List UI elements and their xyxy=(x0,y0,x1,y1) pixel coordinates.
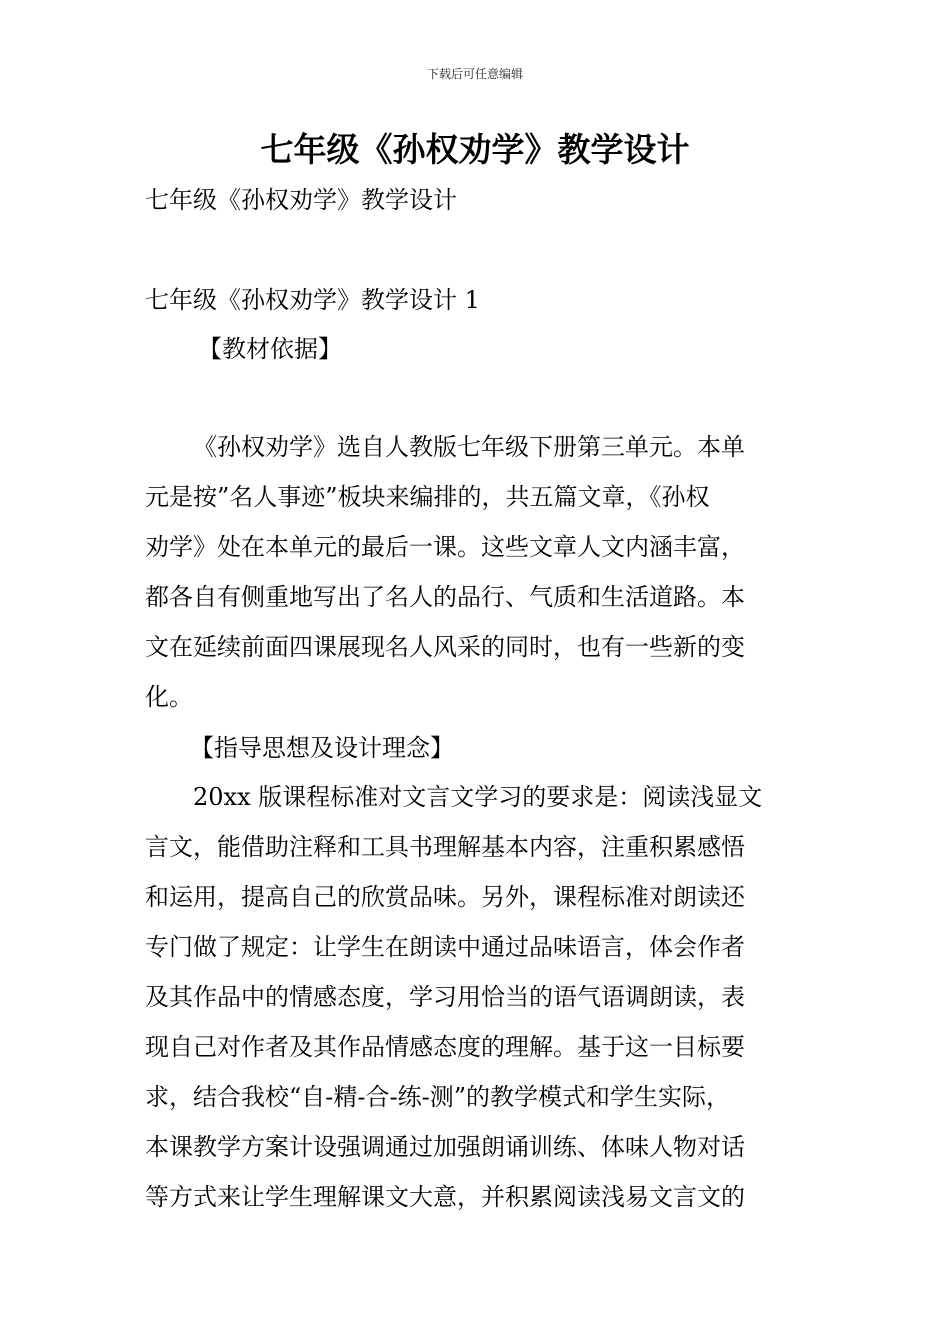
paragraph-guiding-ideas xyxy=(145,772,810,1222)
document-title: 七年级《孙权劝学》教学设计 xyxy=(260,130,690,169)
paragraph-line: 本课教学方案计设强调通过加强朗诵训练、体味人物对话 xyxy=(145,1133,745,1161)
paragraph-line: 言文，能借助注释和工具书理解基本内容，注重积累感悟 xyxy=(145,833,745,861)
paragraph-line: 文在延续前面四课展现名人风采的同时，也有一些新的变 xyxy=(145,633,745,661)
paragraph-line: 20xx 版课程标准对文言文学习的要求是：阅读浅显文 xyxy=(193,783,763,811)
paragraph-line: 现自己对作者及其作品情感态度的理解。基于这一目标要 xyxy=(145,1033,745,1061)
paragraph-teaching-material xyxy=(145,422,810,722)
paragraph-line: 都各自有侧重地写出了名人的品行、气质和生活道路。本 xyxy=(145,583,745,611)
paragraph-line: 和运用，提高自己的欣赏品味。另外，课程标准对朗读还 xyxy=(145,883,745,911)
heading-teaching-material-basis: 【教材依据】 xyxy=(198,335,342,363)
paragraph-line: 劝学》处在本单元的最后一课。这些文章人文内涵丰富， xyxy=(145,533,745,561)
section-title: 七年级《孙权劝学》教学设计 1 xyxy=(145,286,480,314)
document-subtitle: 七年级《孙权劝学》教学设计 xyxy=(145,186,457,214)
paragraph-line: 及其作品中的情感态度，学习用恰当的语气语调朗读，表 xyxy=(145,983,745,1011)
paragraph-line: 等方式来让学生理解课文大意，并积累阅读浅易文言文的 xyxy=(145,1183,745,1211)
paragraph-line: 专门做了规定：让学生在朗读中通过品味语言，体会作者 xyxy=(145,933,745,961)
paragraph-line: 求，结合我校“自-精-合-练-测”的教学模式和学生实际， xyxy=(145,1083,730,1111)
heading-guiding-ideas: 【指导思想及设计理念】 xyxy=(190,734,454,762)
paragraph-line: 元是按”名人事迹”板块来编排的，共五篇文章，《孙权 xyxy=(145,483,710,511)
header-note: 下载后可任意编辑 xyxy=(426,67,523,81)
paragraph-line: 《孙权劝学》选自人教版七年级下册第三单元。本单 xyxy=(193,433,745,461)
paragraph-line: 化。 xyxy=(145,683,193,711)
